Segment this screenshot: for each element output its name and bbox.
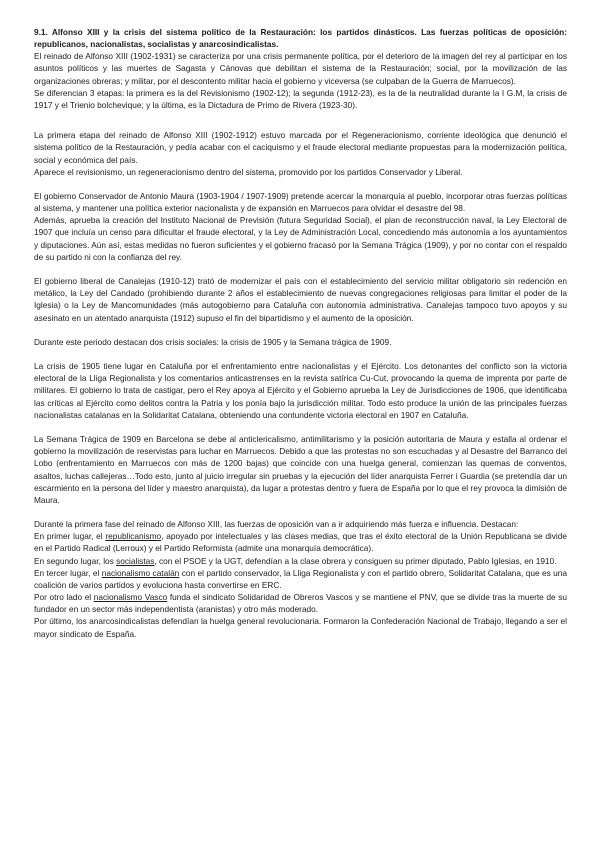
spacer	[34, 178, 567, 190]
spacer	[34, 506, 567, 518]
catalan-nationalism-term: nacionalismo catalán	[101, 567, 180, 578]
socialists-paragraph	[34, 555, 567, 567]
republicanism-paragraph	[34, 530, 567, 554]
spacer	[34, 348, 567, 360]
spacer	[34, 111, 567, 123]
canalejas-paragraph: El gobierno liberal de Canalejas (1910-12) trató de modernizar el país con el establecimiento del servicio militar obligatorio sin redención en metálico, la Ley del Candado (prohibiendo durante 2 años el establecimiento de nuevas congregaciones religiosas para limitar el poder de la Iglesia) o la Ley de Mancomunidades (más autogobierno para Cataluña con autonomía administrativa. Canalejas tampoco tuvo apoyos y su asesinato en un atentado anarquista (1912) supuso el fin del bipartidismo y el aumento de la oposición.	[34, 276, 567, 323]
republicanism-term: republicanismo	[105, 531, 162, 542]
republicanism-text: , apoyado por intelectuales y las clases medias, que tras el éxito electoral de la Unión Republicana se divide en el Partido Radical (Lerroux) y el Partido Reformista (admite una monarquía democrática).	[34, 531, 567, 554]
crisis-1905-paragraph: La crisis de 1905 tiene lugar en Cataluña por el enfrentamiento entre nacionalistas y el Ejército. Los detonantes del conflicto son la victoria electoral de la Lliga Regionalista y los comentarios anticastrenses en la revista satírica Cu-Cut, provocando la quema de imprenta por parte de militares. El gobierno lo trata de castigar, pero el Rey apoya al Ejército y el Gobierno aprueba la Ley de Jurisdicciones de 1906, que identificaba las críticas al Ejército como delitos contra la Patria y los ponía bajo la jurisdicción militar. Todo esto produce la unión de las principales fuerzas nacionalistas catalanas en la Solidaritat Catalana, obteniendo una contundente victoria electoral en 1907 en Cataluña.	[34, 361, 567, 420]
spacer	[34, 324, 567, 336]
basque-nationalism-lead: Por otro lado el	[34, 592, 94, 603]
socialists-text: , con el PSOE y la UGT, defendían a la clase obrera y consiguen su primer diputado, Pablo Iglesias, en 1910.	[154, 555, 557, 566]
intro-paragraph: El reinado de Alfonso XIII (1902-1931) se caracteriza por una crisis permanente política, por el deterioro de la imagen del rey al participar en los asuntos políticos y las muertes de Sagasta y Cánovas que debilitan el sistema de la Restauración; social, por la movilización de las organizaciones obreras; y militar, por el descontento militar hacia el gobierno y viceversa (se culpaban de la Guerra de Marruecos).	[34, 51, 567, 86]
maura-reforms-paragraph: Además, aprueba la creación del Instituto Nacional de Previsión (futura Seguridad Social), el plan de reconstrucción naval, la Ley Electoral de 1907 que incluía un censo para dificultar el fraude electoral, y la Ley de Administración Local, concediendo más autonomía a los ayuntamientos y diputaciones. Aún así, estas medidas no fueron suficientes y el gobierno fracasó por la Semana Trágica (1909), y por no contar con el respaldo de su partido ni con la confianza del rey.	[34, 215, 567, 262]
anarchism-paragraph: Por último, los anarcosindicalistas defendían la huelga general revolucionaria. Formaron la Confederación Nacional de Trabajo, llegando a ser el mayor sindicato de España.	[34, 616, 567, 639]
section-title: 9.1. Alfonso XIII y la crisis del sistema político de la Restauración: los partidos dinásticos. Las fuerzas políticas de oposición: republicanos, nacionalistas, socialistas y anarcosindicalistas.	[34, 27, 567, 50]
basque-nationalism-term: nacionalismo Vasco	[93, 592, 168, 603]
basque-nationalism-text: funda el sindicato Solidaridad de Obreros Vascos y se mantiene el PNV, que se divide tras la muerte de su fundador en un sector más independentista (aranistas) y otro más moderado.	[34, 592, 567, 615]
spacer	[34, 421, 567, 433]
maura-paragraph: El gobierno Conservador de Antonio Maura (1903-1904 / 1907-1909) pretende acercar la monarquía al pueblo, incorporar otras fuerzas políticas al sistema, y mantener una política exterior nacionalista y de expansión en Marruecos para olvidar el desastre del 98.	[34, 191, 567, 214]
crisis-intro-paragraph: Durante este periodo destacan dos crisis sociales: la crisis de 1905 y la Semana trágica de 1909.	[34, 336, 392, 347]
socialists-term: socialistas	[116, 555, 155, 566]
basque-nationalism-paragraph	[34, 591, 567, 615]
catalan-nationalism-text: con el partido conservador, la Lliga Regionalista y con el partido obrero, Solidaritat Catalana, que es una coalición de varios partidos y evoluciona hasta convertirse en ERC.	[34, 567, 567, 590]
republicanism-lead: En primer lugar, el	[34, 531, 106, 542]
revisionismo-paragraph: Aparece el revisionismo, un regeneracionismo dentro del sistema, promovido por los partidos Conservador y Liberal.	[34, 166, 463, 177]
stages-paragraph: Se diferencian 3 etapas: la primera es la del Revisionismo (1902-12); la segunda (1912-23), es la de la neutralidad durante la I G.M, la crisis de 1917 y el Trienio bolchevique; y la última, es la Dictadura de Primo de Rivera (1923-30).	[34, 87, 567, 110]
semana-tragica-paragraph: La Semana Trágica de 1909 en Barcelona se debe al anticlericalismo, antimilitarismo y la posición autoritaria de Maura y estalla al ordenar el gobierno la movilización de reservistas para luchar en Marruecos. Debido a que las protestas no son escuchadas y al Desastre del Barranco del Lobo (enfrentamiento en Marruecos con más de 1200 bajas) que coincide con una huelga general, comienzan las quemas de conventos, asaltos, luchas callejeras…Todo esto, junto al juicio irregular sin pruebas y la ejecución del líder anarquista Ferrer i Guardia (se pretendía dar un escarmiento en la persona del líder y maestro anarquista), da lugar a protestas dentro y fuera de España por lo que el rey provoca la dimisión de Maura.	[34, 434, 567, 505]
socialists-lead: En segundo lugar, los	[34, 555, 117, 566]
opposition-intro-paragraph: Durante la primera fase del reinado de Alfonso XIII, las fuerzas de oposición van a ir adquiriendo más fuerza e influencia. Destacan:	[34, 519, 519, 530]
catalan-nationalism-lead: En tercer lugar, el	[34, 567, 102, 578]
catalan-nationalism-paragraph	[34, 567, 567, 591]
spacer	[34, 263, 567, 275]
regeneracionismo-paragraph: La primera etapa del reinado de Alfonso XIII (1902-1912) estuvo marcada por el Regeneracionismo, corriente ideológica que denunció el sistema político de la Restauración, y pedía acabar con el caciquismo y el fraude electoral mediante propuestas para la modernización política, social y económica del país.	[34, 130, 567, 165]
